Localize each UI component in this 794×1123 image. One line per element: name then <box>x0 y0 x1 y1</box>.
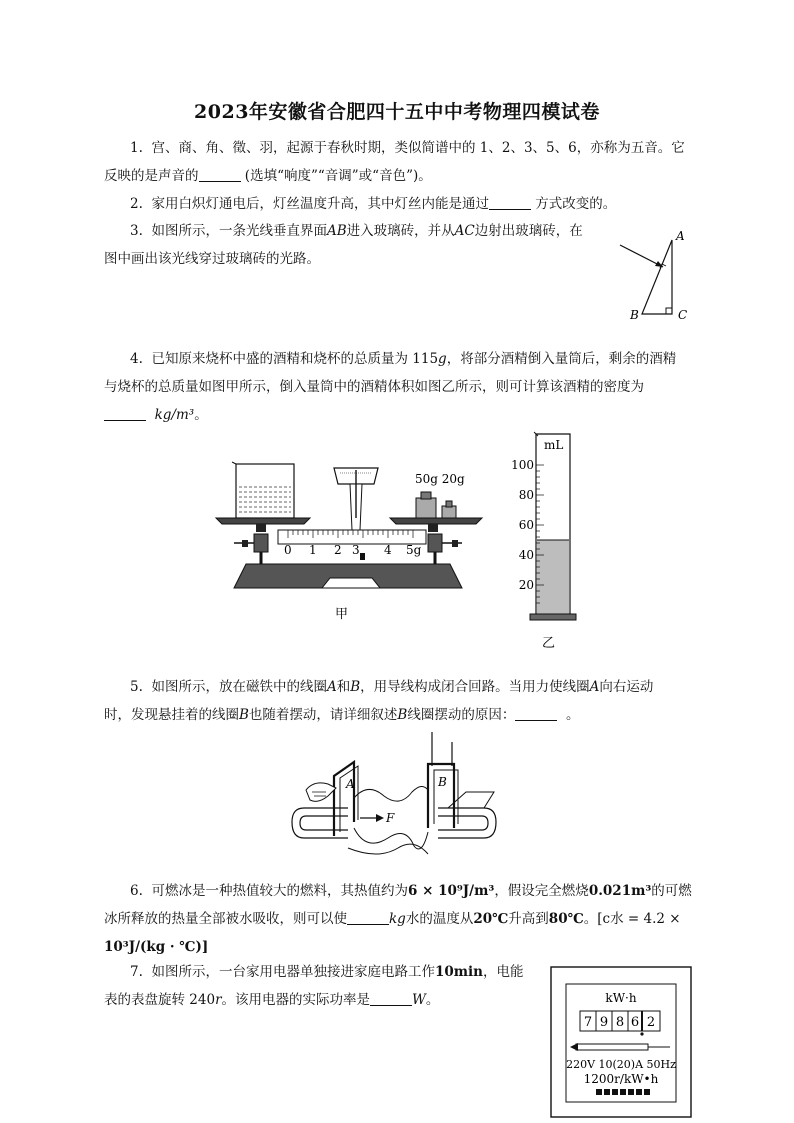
q7-r: r <box>215 992 222 1008</box>
q6-t1: 20℃ <box>473 911 509 927</box>
meter-digit-3: 8 <box>615 1015 625 1030</box>
q6-blank[interactable] <box>347 910 389 925</box>
caption-yi: 乙 <box>542 636 556 651</box>
q7-text2: ，电能 <box>483 964 524 980</box>
meter-spec: 220V 10(20)A 50Hz <box>566 1058 676 1071</box>
meter-disc <box>576 1044 648 1050</box>
meter-digit-1: 7 <box>583 1015 593 1030</box>
q6-line2: 冰所释放的热量全部被水吸收，则可以使 <box>104 911 347 927</box>
q4-end: 。 <box>194 407 208 423</box>
question-5 <box>104 673 695 729</box>
label-c: C <box>678 308 688 322</box>
meter-unit: kW·h <box>605 991 637 1005</box>
q7-time: 10min <box>434 964 483 980</box>
q1-line1: 宫、商、角、徵、羽，起源于春秋时期，类似简谱中的 1、2、3、5、6，亦称为五音。它 <box>151 140 685 156</box>
q5-b3: B <box>397 707 408 723</box>
label-coil-a: A <box>346 777 355 791</box>
cyl-tick-20: 20 <box>518 578 534 592</box>
electric-meter-figure <box>550 966 694 1120</box>
cyl-tick-40: 40 <box>518 548 534 562</box>
q5-line2b: 也随着摆动，请详细叙述 <box>248 707 398 723</box>
q5-and: 和 <box>336 679 351 695</box>
q6-line2c: 升高到 <box>508 911 549 927</box>
q3-ab: AB <box>326 223 347 239</box>
q5-number: 5. <box>130 679 143 695</box>
q5-end: 。 <box>565 707 580 723</box>
q2-text: 家用白炽灯通电后，灯丝温度升高，其中灯丝内能是通过 <box>151 196 489 212</box>
q6-volume: 0.021m³ <box>588 883 652 899</box>
q6-number: 6. <box>130 883 143 899</box>
q3-line2: 图中画出该光线穿过玻璃砖的光路。 <box>104 251 320 267</box>
cyl-tick-80: 80 <box>518 488 534 502</box>
q7-text: 如图所示，一台家用电器单独接进家庭电路工作 <box>151 964 435 980</box>
q3-number: 3. <box>130 223 143 239</box>
q5-blank[interactable] <box>515 706 557 721</box>
scale-tick-0: 0 <box>284 543 292 557</box>
label-force: F <box>386 811 395 825</box>
question-2 <box>130 190 695 218</box>
q6-heat-value: 6 × 10⁹J/m³ <box>407 883 495 899</box>
label-a: A <box>676 229 685 243</box>
q6-line3: 10³J/(kg · ℃)] <box>104 939 209 955</box>
meter-digit-5: 2 <box>646 1015 656 1030</box>
q5-b2: B <box>239 707 249 723</box>
q4-unit: kg/m³ <box>154 407 195 423</box>
q5-line2c: 线圈摆动的原因： <box>407 707 516 723</box>
scale-beam <box>278 530 426 544</box>
q5-text: 如图所示，放在磁铁中的线圈 <box>151 679 327 695</box>
balance-figure <box>212 458 488 628</box>
q7-end: 。 <box>425 992 440 1008</box>
meter-rev: 1200r/kW•h <box>583 1072 659 1086</box>
meter-digit-4: 6 <box>630 1015 640 1030</box>
q2-blank[interactable] <box>489 195 531 210</box>
q6-line2b: 水的温度从 <box>405 911 474 927</box>
weight-20g <box>442 506 456 518</box>
q6-text2: ，假设完全燃烧 <box>494 883 589 899</box>
weights-label: 50g 20g <box>415 472 465 486</box>
q2-text-end: 方式改变的。 <box>535 196 617 212</box>
q5-text3: 向右运动 <box>599 679 654 695</box>
q4-unit-g: g <box>438 351 447 367</box>
label-coil-b: B <box>438 775 447 789</box>
scale-tick-4: 4 <box>384 543 392 557</box>
scale-tick-2: 2 <box>334 543 342 557</box>
q1-options: (选填“响度”“音调”或“音色”)。 <box>244 168 432 184</box>
q7-line2b: 。该用电器的实际功率是 <box>221 992 371 1008</box>
question-1 <box>104 134 695 190</box>
weight-50g <box>416 498 436 518</box>
scale-tick-3: 3 <box>352 543 360 557</box>
liquid <box>537 540 569 614</box>
coil-b <box>428 764 454 828</box>
q5-b: B <box>350 679 361 695</box>
scale-tick-1: 1 <box>309 543 317 557</box>
label-b: B <box>630 308 639 322</box>
q7-line2: 表的表盘旋转 240 <box>104 992 216 1008</box>
caption-jia: 甲 <box>335 607 349 622</box>
q5-a: A <box>326 679 337 695</box>
q3-text2: 进入玻璃砖，并从 <box>346 223 455 239</box>
cylinder-unit: mL <box>544 438 564 452</box>
cyl-tick-100: 100 <box>511 458 534 472</box>
q5-line2: 时，发现悬挂着的线圈 <box>104 707 239 723</box>
q2-number: 2. <box>130 196 143 212</box>
q6-kg: kg <box>389 911 406 927</box>
coil-magnet-figure <box>288 728 518 868</box>
q3-text: 如图所示，一条光线垂直界面 <box>151 223 327 239</box>
graduated-cylinder-figure <box>506 430 586 655</box>
scale-tick-5g: 5g <box>406 543 422 557</box>
q3-ac: AC <box>454 223 475 239</box>
glass-prism-figure <box>612 228 696 326</box>
q7-unit: W <box>412 992 426 1008</box>
question-4 <box>104 345 695 429</box>
rider <box>360 553 365 560</box>
question-6 <box>104 877 695 961</box>
meter-digit-2: 9 <box>599 1015 609 1030</box>
q6-text: 可燃冰是一种热值较大的燃料，其热值约为 <box>151 883 408 899</box>
cyl-tick-60: 60 <box>518 518 534 532</box>
q6-text3: 的可燃 <box>651 883 692 899</box>
q1-blank[interactable] <box>199 167 241 182</box>
q6-t2: 80℃ <box>548 911 584 927</box>
q5-text2: ，用导线构成闭合回路。当用力使线圈 <box>360 679 590 695</box>
q4-line2: 与烧杯的总质量如图甲所示，倒入量筒中的酒精体积如图乙所示，则可计算该酒精的密度为 <box>104 379 644 395</box>
q4-blank[interactable] <box>104 406 146 421</box>
coil-a <box>334 762 354 836</box>
q4-number: 4. <box>130 351 143 367</box>
q6-line2d: 。[c水 = 4.2 × <box>583 911 681 927</box>
q1-line2: 反映的是声音的 <box>104 168 199 184</box>
q4-text: 已知原来烧杯中盛的酒精和烧杯的总质量为 115 <box>151 351 439 367</box>
page-title: 2023年安徽省合肥四十五中中考物理四模试卷 <box>194 101 600 123</box>
question-3 <box>104 217 695 273</box>
q7-blank[interactable] <box>370 991 412 1006</box>
q3-text3: 边射出玻璃砖，在 <box>474 223 583 239</box>
q7-number: 7. <box>130 964 143 980</box>
q4-text2: ，将部分酒精倒入量筒后，剩余的酒精 <box>446 351 677 367</box>
q5-a2: A <box>589 679 600 695</box>
question-7 <box>104 958 550 1014</box>
q1-number: 1. <box>130 140 143 156</box>
